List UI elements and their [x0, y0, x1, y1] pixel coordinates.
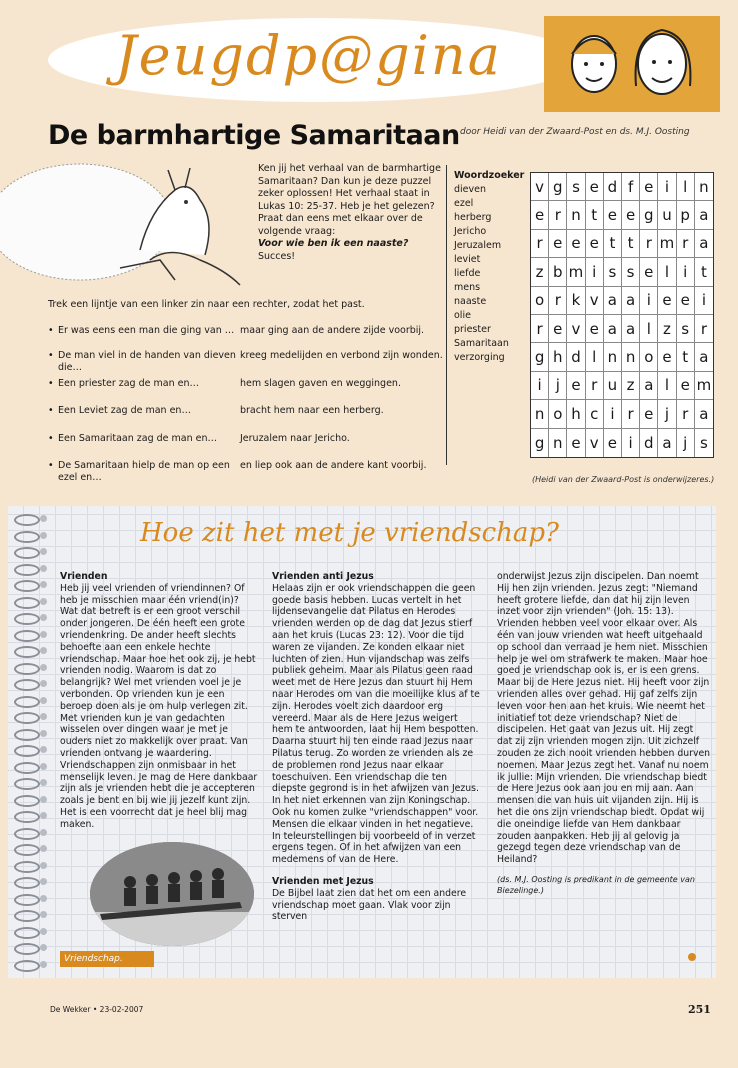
column-1 — [60, 571, 258, 831]
col1-heading: Vrienden — [60, 571, 108, 582]
right-item: bracht hem naar een herberg. — [240, 405, 384, 416]
grid-cell[interactable]: i — [531, 372, 549, 400]
grid-cell[interactable]: e — [586, 315, 604, 343]
spiral-ring-icon — [14, 960, 40, 972]
punch-hole-icon — [40, 697, 47, 704]
instruction-text: Trek een lijntje van een linker zin naar een rechter, zodat het past. — [48, 299, 365, 310]
grid-cell[interactable]: s — [622, 258, 640, 286]
grid-cell[interactable]: e — [604, 429, 622, 457]
grid-cell[interactable]: v — [531, 173, 549, 201]
left-item-text: Er was eens een man die ging van … — [58, 325, 235, 336]
spiral-ring-icon — [14, 613, 40, 625]
punch-hole-icon — [40, 730, 47, 737]
grid-cell[interactable]: e — [586, 230, 604, 258]
left-item-text: De man viel in de handen van dieven die… — [58, 350, 236, 373]
grid-cell[interactable]: t — [604, 230, 622, 258]
bullet-icon: • — [48, 405, 54, 416]
grid-cell[interactable]: r — [586, 372, 604, 400]
left-item — [48, 460, 238, 483]
punch-hole-icon — [40, 845, 47, 852]
punch-hole-icon — [40, 961, 47, 968]
grid-cell[interactable]: d — [567, 343, 585, 371]
samaritan-illustration — [0, 160, 248, 288]
grid-cell[interactable]: u — [604, 372, 622, 400]
grid-cell[interactable]: n — [567, 201, 585, 229]
bullet-icon: • — [48, 350, 54, 361]
intro-block — [258, 163, 448, 263]
grid-cell[interactable]: t — [586, 201, 604, 229]
grid-cell[interactable]: r — [531, 230, 549, 258]
grid-cell[interactable]: e — [567, 372, 585, 400]
grid-cell[interactable]: n — [604, 343, 622, 371]
grid-cell[interactable]: j — [549, 372, 567, 400]
wordsearch-word: ezel — [454, 198, 474, 209]
grid-cell[interactable]: s — [677, 315, 695, 343]
left-item-text: Een Samaritaan zag de man en… — [58, 433, 218, 444]
grid-cell[interactable]: z — [622, 372, 640, 400]
wordsearch-grid[interactable] — [530, 172, 714, 458]
punch-hole-icon — [40, 565, 47, 572]
wordsearch-word: priester — [454, 324, 491, 335]
grid-cell[interactable]: b — [549, 258, 567, 286]
col3-credit: (ds. M.J. Oosting is predikant in de gemeente van Biezelinge.) — [497, 874, 695, 895]
punch-hole-icon — [40, 829, 47, 836]
grid-cell[interactable]: a — [695, 230, 713, 258]
grid-cell[interactable]: r — [695, 315, 713, 343]
grid-cell[interactable]: j — [677, 429, 695, 457]
left-item-text: Een Leviet zag de man en… — [58, 405, 191, 416]
right-item: kreeg medelijden en verbond zijn wonden. — [240, 350, 443, 361]
wordsearch-word: Jericho — [454, 226, 487, 237]
left-item-text: De Samaritaan hielp de man op een ezel en… — [58, 460, 230, 483]
grid-cell[interactable]: s — [604, 258, 622, 286]
grid-cell[interactable]: g — [531, 343, 549, 371]
grid-cell[interactable]: t — [695, 258, 713, 286]
grid-cell[interactable]: l — [677, 173, 695, 201]
grid-cell[interactable]: a — [640, 372, 658, 400]
punch-hole-icon — [40, 713, 47, 720]
end-mark-icon — [688, 953, 696, 961]
wordsearch-word: Jeruzalem — [454, 240, 502, 251]
grid-cell[interactable]: e — [531, 201, 549, 229]
wordsearch-credit: (Heidi van der Zwaard-Post is onderwijzeres.) — [532, 475, 715, 484]
grid-cell[interactable]: r — [531, 315, 549, 343]
section-title: Hoe zit het met je vriendschap? — [140, 518, 559, 548]
grid-cell[interactable]: v — [586, 429, 604, 457]
spiral-ring-icon — [14, 795, 40, 807]
grid-cell[interactable]: o — [531, 287, 549, 315]
punch-hole-icon — [40, 796, 47, 803]
spiral-ring-icon — [14, 828, 40, 840]
column-2 — [272, 571, 480, 923]
grid-cell[interactable]: n — [549, 429, 567, 457]
grid-cell[interactable]: c — [586, 400, 604, 428]
grid-cell[interactable]: s — [567, 173, 585, 201]
spiral-ring-icon — [14, 762, 40, 774]
wordsearch-word: naaste — [454, 296, 487, 307]
banner-title: Jeugdp@gina — [115, 24, 502, 87]
bullet-icon: • — [48, 433, 54, 444]
right-item: maar ging aan de andere zijde voorbij. — [240, 325, 425, 336]
spiral-ring-icon — [14, 844, 40, 856]
column-divider — [446, 165, 447, 465]
spiral-ring-icon — [14, 646, 40, 658]
grid-cell[interactable]: v — [567, 315, 585, 343]
footer-publication: De Wekker • 23-02-2007 — [50, 1005, 144, 1014]
grid-cell[interactable]: r — [677, 230, 695, 258]
wordsearch-word: dieven — [454, 184, 487, 195]
left-item — [48, 378, 238, 390]
punch-hole-icon — [40, 532, 47, 539]
spiral-ring-icon — [14, 910, 40, 922]
punch-hole-icon — [40, 878, 47, 885]
punch-hole-icon — [40, 812, 47, 819]
grid-cell[interactable]: t — [677, 343, 695, 371]
grid-cell[interactable]: p — [677, 201, 695, 229]
grid-cell[interactable]: l — [586, 343, 604, 371]
grid-cell[interactable]: a — [604, 287, 622, 315]
punch-hole-icon — [40, 779, 47, 786]
intro-closing: Succes! — [258, 250, 296, 262]
grid-cell[interactable]: l — [640, 315, 658, 343]
grid-cell[interactable]: g — [549, 173, 567, 201]
punch-hole-icon — [40, 944, 47, 951]
right-item: hem slagen gaven en weggingen. — [240, 378, 401, 389]
punch-hole-icon — [40, 647, 47, 654]
grid-cell[interactable]: e — [567, 429, 585, 457]
bullet-icon: • — [48, 378, 54, 389]
header-illustration — [544, 16, 720, 112]
spiral-ring-icon — [14, 861, 40, 873]
grid-cell[interactable]: e — [677, 287, 695, 315]
grid-cell[interactable]: i — [604, 400, 622, 428]
page-number: 251 — [688, 1003, 711, 1016]
grid-cell[interactable]: n — [531, 400, 549, 428]
col2-heading: Vrienden anti Jezus — [272, 571, 374, 582]
spiral-ring-icon — [14, 564, 40, 576]
col2-text: Helaas zijn er ook vriendschappen die geen goede basis hebben. Lucas vertelt in het lijdensevangelie dat Pilatus en Herodes vrienden werden op de dag dat Jezus stierf aan het kruis (Lucas 23: 12). Voor die tijd waren ze vijanden. Ze konden elkaar niet luchten of zien. Hun vijandschap was zelfs publiek geheim. Maar als Pilatus geen raad weet met de Here Jezus dan stuurt hij Hem naar Herodes om van die moeilijke klus af te zijn. Herodes voelt zich daardoor erg vereerd. Maar als de Here Jezus weigert hem te antwoorden, laat hij Hem bespotten. Daarna stuurt hij ten einde raad Jezus naar Pilatus terug. Zo worden ze vrienden als ze de problemen rond Jezus naar elkaar toeschuiven. Een vriendschap die ten diepste gegrond is in het afwijzen van Jezus. In het niet erkennen van zijn Koningschap. Ook nu komen zulke "vriendschappen" voor. Mensen die elkaar vinden in het negatieve. In teleurstellingen bij voorbeeld of in verzet ergens tegen. Of in het afwijzen van een medemens of van de Here. — [272, 582, 480, 866]
grid-cell[interactable]: m — [658, 230, 676, 258]
grid-cell[interactable]: v — [586, 287, 604, 315]
grid-cell[interactable]: o — [549, 400, 567, 428]
spiral-ring-icon — [14, 745, 40, 757]
spiral-ring-icon — [14, 943, 40, 955]
grid-cell[interactable]: l — [658, 258, 676, 286]
grid-cell[interactable]: e — [567, 230, 585, 258]
spiral-ring-icon — [14, 894, 40, 906]
grid-cell[interactable]: h — [567, 400, 585, 428]
grid-cell[interactable]: d — [640, 429, 658, 457]
grid-cell[interactable]: r — [622, 400, 640, 428]
spiral-ring-icon — [14, 778, 40, 790]
wordsearch-word: herberg — [454, 212, 492, 223]
wordsearch-word: olie — [454, 310, 471, 321]
grid-cell[interactable]: m — [567, 258, 585, 286]
punch-hole-icon — [40, 763, 47, 770]
punch-hole-icon — [40, 746, 47, 753]
grid-cell[interactable]: e — [586, 173, 604, 201]
left-item — [48, 405, 238, 417]
wordsearch-word: liefde — [454, 268, 481, 279]
intro-text: Ken jij het verhaal van de barmhartige Samaritaan? Dan kun je deze puzzel zeker oplossen! Het verhaal staat in Lukas 10: 25-37. Heb je het gelezen? Praat dan eens met elkaar over de volgende vraag: — [258, 163, 441, 237]
col3-text: onderwijst Jezus zijn discipelen. Dan noemt Hij hen zijn vrienden. Jezus zegt: "Niemand heeft grotere liefde, dan dat hij zijn leven inzet voor zijn vrienden" (Joh. 15: 13). Vrienden hebben veel voor elkaar over. Als één van jouw vrienden wat heeft uitgehaald op school dan verraad je hem niet. Misschien help je wel om strafwerk te maken. Maar hoe goed je vriendschap ook is, er is een grens. Maar bij de Here Jezus niet. Hij heeft voor zijn vrienden alles over gehad. Hij gaf zelfs zijn leven voor hen aan het kruis. Wie neemt het initiatief tot deze vriendschap? Niet de discipelen. Het gaat van Jezus uit. Hij zegt dat zij zijn vrienden mogen zijn. Uit zichzelf zouden ze zich nooit vrienden hebben durven noemen. Maar Jezus zegt het. Vanaf nu noem ik jullie: Mijn vrienden. Die vriendschap biedt de Here Jezus ook aan jou en mij aan. Aan mensen die van huis uit vijanden zijn. Hij is het die ons zijn vriendschap biedt. Opdat wij die oneindige liefde van Hem dankbaar zouden aanpakken. Heb jij al gelovig ja gezegd tegen deze vriendschap van de Heiland? — [497, 571, 711, 866]
grid-cell[interactable]: e — [549, 315, 567, 343]
grid-cell[interactable]: e — [640, 400, 658, 428]
photo-caption: Vriendschap. — [60, 951, 154, 967]
grid-cell[interactable]: i — [586, 258, 604, 286]
grid-cell[interactable]: a — [622, 287, 640, 315]
spiral-ring-icon — [14, 877, 40, 889]
grid-cell[interactable]: e — [677, 372, 695, 400]
grid-cell[interactable]: a — [695, 343, 713, 371]
grid-cell[interactable]: z — [531, 258, 549, 286]
bullet-icon: • — [48, 325, 54, 336]
grid-cell[interactable]: u — [658, 201, 676, 229]
grid-cell[interactable]: z — [658, 315, 676, 343]
grid-cell[interactable]: j — [658, 400, 676, 428]
spiral-ring-icon — [14, 630, 40, 642]
grid-cell[interactable]: e — [640, 173, 658, 201]
wordsearch-word: leviet — [454, 254, 481, 265]
grid-cell[interactable]: a — [604, 315, 622, 343]
article-title: De barmhartige Samaritaan — [48, 120, 460, 151]
grid-cell[interactable]: e — [549, 230, 567, 258]
wordsearch-word: verzorging — [454, 352, 505, 363]
grid-cell[interactable]: i — [658, 173, 676, 201]
bullet-icon: • — [48, 460, 54, 471]
punch-hole-icon — [40, 598, 47, 605]
grid-cell[interactable]: g — [640, 201, 658, 229]
spiral-ring-icon — [14, 547, 40, 559]
grid-cell[interactable]: r — [549, 201, 567, 229]
grid-cell[interactable]: e — [622, 201, 640, 229]
spiral-ring-icon — [14, 696, 40, 708]
right-item: en liep ook aan de andere kant voorbij. — [240, 460, 427, 471]
column-3 — [497, 571, 711, 896]
left-item — [48, 350, 238, 373]
grid-cell[interactable]: e — [640, 258, 658, 286]
spiral-ring-icon — [14, 514, 40, 526]
grid-cell[interactable]: a — [695, 201, 713, 229]
grid-cell[interactable]: r — [549, 287, 567, 315]
punch-hole-icon — [40, 911, 47, 918]
grid-cell[interactable]: i — [640, 287, 658, 315]
grid-cell[interactable]: k — [567, 287, 585, 315]
wordsearch-title: Woordzoeker — [454, 170, 525, 181]
spiral-ring-icon — [14, 729, 40, 741]
grid-cell[interactable]: g — [531, 429, 549, 457]
grid-cell[interactable]: a — [622, 315, 640, 343]
col2b-text: De Bijbel laat zien dat het om een andere vriendschap moet gaan. Vlak voor zijn sterven — [272, 887, 467, 923]
grid-cell[interactable]: m — [695, 372, 713, 400]
spiral-ring-icon — [14, 663, 40, 675]
spiral-ring-icon — [14, 927, 40, 939]
spiral-ring-icon — [14, 712, 40, 724]
right-item: Jeruzalem naar Jericho. — [240, 433, 350, 444]
punch-hole-icon — [40, 548, 47, 555]
grid-cell[interactable]: i — [695, 287, 713, 315]
grid-cell[interactable]: f — [622, 173, 640, 201]
col1-text: Heb jij veel vrienden of vriendinnen? Of heb je misschien maar één vriend(in)? Wat dat betreft is er een groot verschil onder jongeren. De één heeft een grote vriendenkring. De ander heeft slechts behoefte aan een enkele hechte vriendschap. Maar hoe het ook zij, je hebt vrienden nodig. Waarom is dat zo belangrijk? Wel met vrienden voel je je verbonden. Op vrienden kun je een beroep doen als je om hulp verlegen zit. Met vrienden kun je van gedachten wisselen over dingen waar je met je ouders niet zo makkelijk over praat. Van vrienden ontvang je waardering. Vriendschappen zijn onmisbaar in het menselijk leven. Je mag de Here dankbaar zijn als je vrienden hebt die je accepteren zoals je bent en bij wie jij jezelf kunt zijn. Het is een voorrecht dat je heel blij mag maken. — [60, 582, 258, 830]
wordsearch-word: mens — [454, 282, 481, 293]
grid-cell[interactable]: e — [658, 343, 676, 371]
grid-cell[interactable]: n — [622, 343, 640, 371]
rowing-photo — [90, 842, 254, 946]
punch-hole-icon — [40, 664, 47, 671]
punch-hole-icon — [40, 614, 47, 621]
spiral-ring-icon — [14, 531, 40, 543]
grid-cell[interactable]: e — [658, 287, 676, 315]
punch-hole-icon — [40, 895, 47, 902]
wordsearch-word: Samaritaan — [454, 338, 509, 349]
punch-hole-icon — [40, 581, 47, 588]
intro-question: Voor wie ben ik een naaste? — [258, 238, 409, 249]
grid-cell[interactable]: h — [549, 343, 567, 371]
left-item — [48, 325, 238, 337]
grid-cell[interactable]: d — [604, 173, 622, 201]
grid-cell[interactable]: a — [658, 429, 676, 457]
punch-hole-icon — [40, 631, 47, 638]
grid-cell[interactable]: o — [640, 343, 658, 371]
grid-cell[interactable]: t — [622, 230, 640, 258]
punch-hole-icon — [40, 928, 47, 935]
grid-cell[interactable]: n — [695, 173, 713, 201]
grid-cell[interactable]: s — [699, 433, 708, 452]
grid-cell[interactable]: a — [695, 400, 713, 428]
punch-hole-icon — [40, 680, 47, 687]
left-item-text: Een priester zag de man en… — [58, 378, 199, 389]
punch-hole-icon — [40, 515, 47, 522]
spiral-ring-icon — [14, 679, 40, 691]
spiral-ring-icon — [14, 811, 40, 823]
byline: door Heidi van der Zwaard-Post en ds. M.J. Oosting — [460, 127, 690, 137]
col2b-heading: Vrienden met Jezus — [272, 875, 374, 887]
spiral-ring-icon — [14, 597, 40, 609]
punch-hole-icon — [40, 862, 47, 869]
grid-cell[interactable]: e — [604, 201, 622, 229]
grid-cell[interactable]: l — [658, 372, 676, 400]
grid-cell[interactable]: i — [677, 258, 695, 286]
spiral-ring-icon — [14, 580, 40, 592]
grid-cell[interactable]: r — [640, 230, 658, 258]
grid-cell[interactable]: i — [622, 429, 640, 457]
left-item — [48, 433, 238, 445]
grid-cell[interactable]: r — [677, 400, 695, 428]
